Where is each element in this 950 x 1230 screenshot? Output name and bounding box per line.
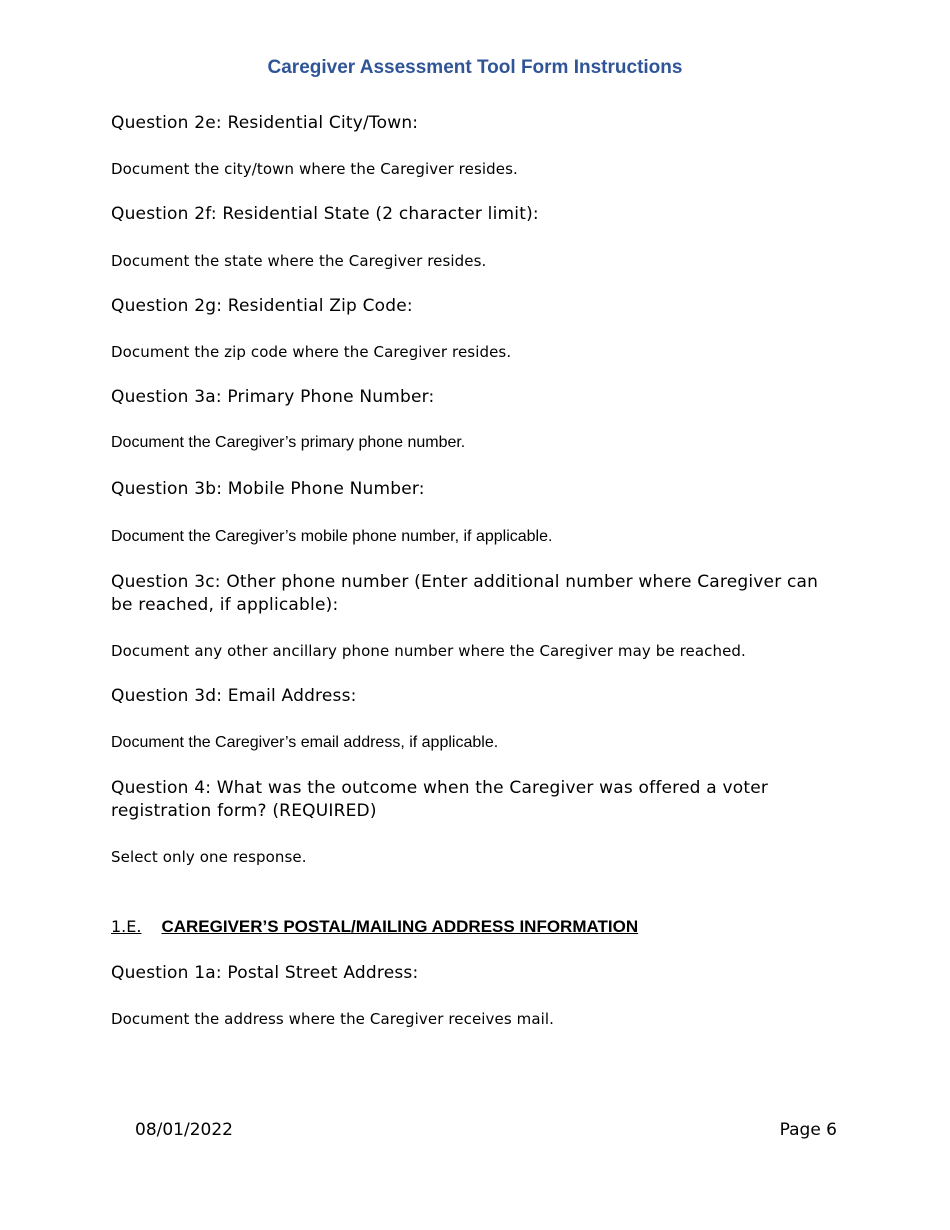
question-2e: Question 2e: Residential City/Town: <box>111 113 419 133</box>
question-3c: Question 3c: Other phone number (Enter additional number where Caregiver can be reached, if applicable): <box>111 572 819 615</box>
description-1a: Document the address where the Caregiver receives mail. <box>111 1010 555 1028</box>
description-4: Select only one response. <box>111 848 307 866</box>
footer-date: 08/01/2022 <box>135 1120 233 1140</box>
description-3d: Document the Caregiver’s email address, if applicable. <box>111 734 499 751</box>
question-1a: Question 1a: Postal Street Address: <box>111 963 419 983</box>
section-title: CAREGIVER’S POSTAL/MAILING ADDRESS INFORMATION <box>161 917 639 936</box>
description-2e: Document the city/town where the Caregiver resides. <box>111 160 518 178</box>
page-title: Caregiver Assessment Tool Form Instructions <box>267 57 683 78</box>
section-heading <box>111 917 638 937</box>
question-3d: Question 3d: Email Address: <box>111 686 357 706</box>
question-3b: Question 3b: Mobile Phone Number: <box>111 479 425 499</box>
question-3a: Question 3a: Primary Phone Number: <box>111 387 435 407</box>
description-3a: Document the Caregiver’s primary phone number. <box>111 434 466 451</box>
description-3b: Document the Caregiver’s mobile phone number, if applicable. <box>111 528 553 545</box>
description-3c: Document any other ancillary phone number where the Caregiver may be reached. <box>111 642 746 660</box>
section-number: 1.E. <box>111 917 142 936</box>
description-2f: Document the state where the Caregiver resides. <box>111 252 487 270</box>
question-4: Question 4: What was the outcome when the Caregiver was offered a voter registration form? (REQUIRED) <box>111 778 769 821</box>
question-2f: Question 2f: Residential State (2 character limit): <box>111 204 539 224</box>
question-2g: Question 2g: Residential Zip Code: <box>111 296 413 316</box>
footer-page-number: Page 6 <box>779 1120 837 1140</box>
description-2g: Document the zip code where the Caregiver resides. <box>111 343 512 361</box>
